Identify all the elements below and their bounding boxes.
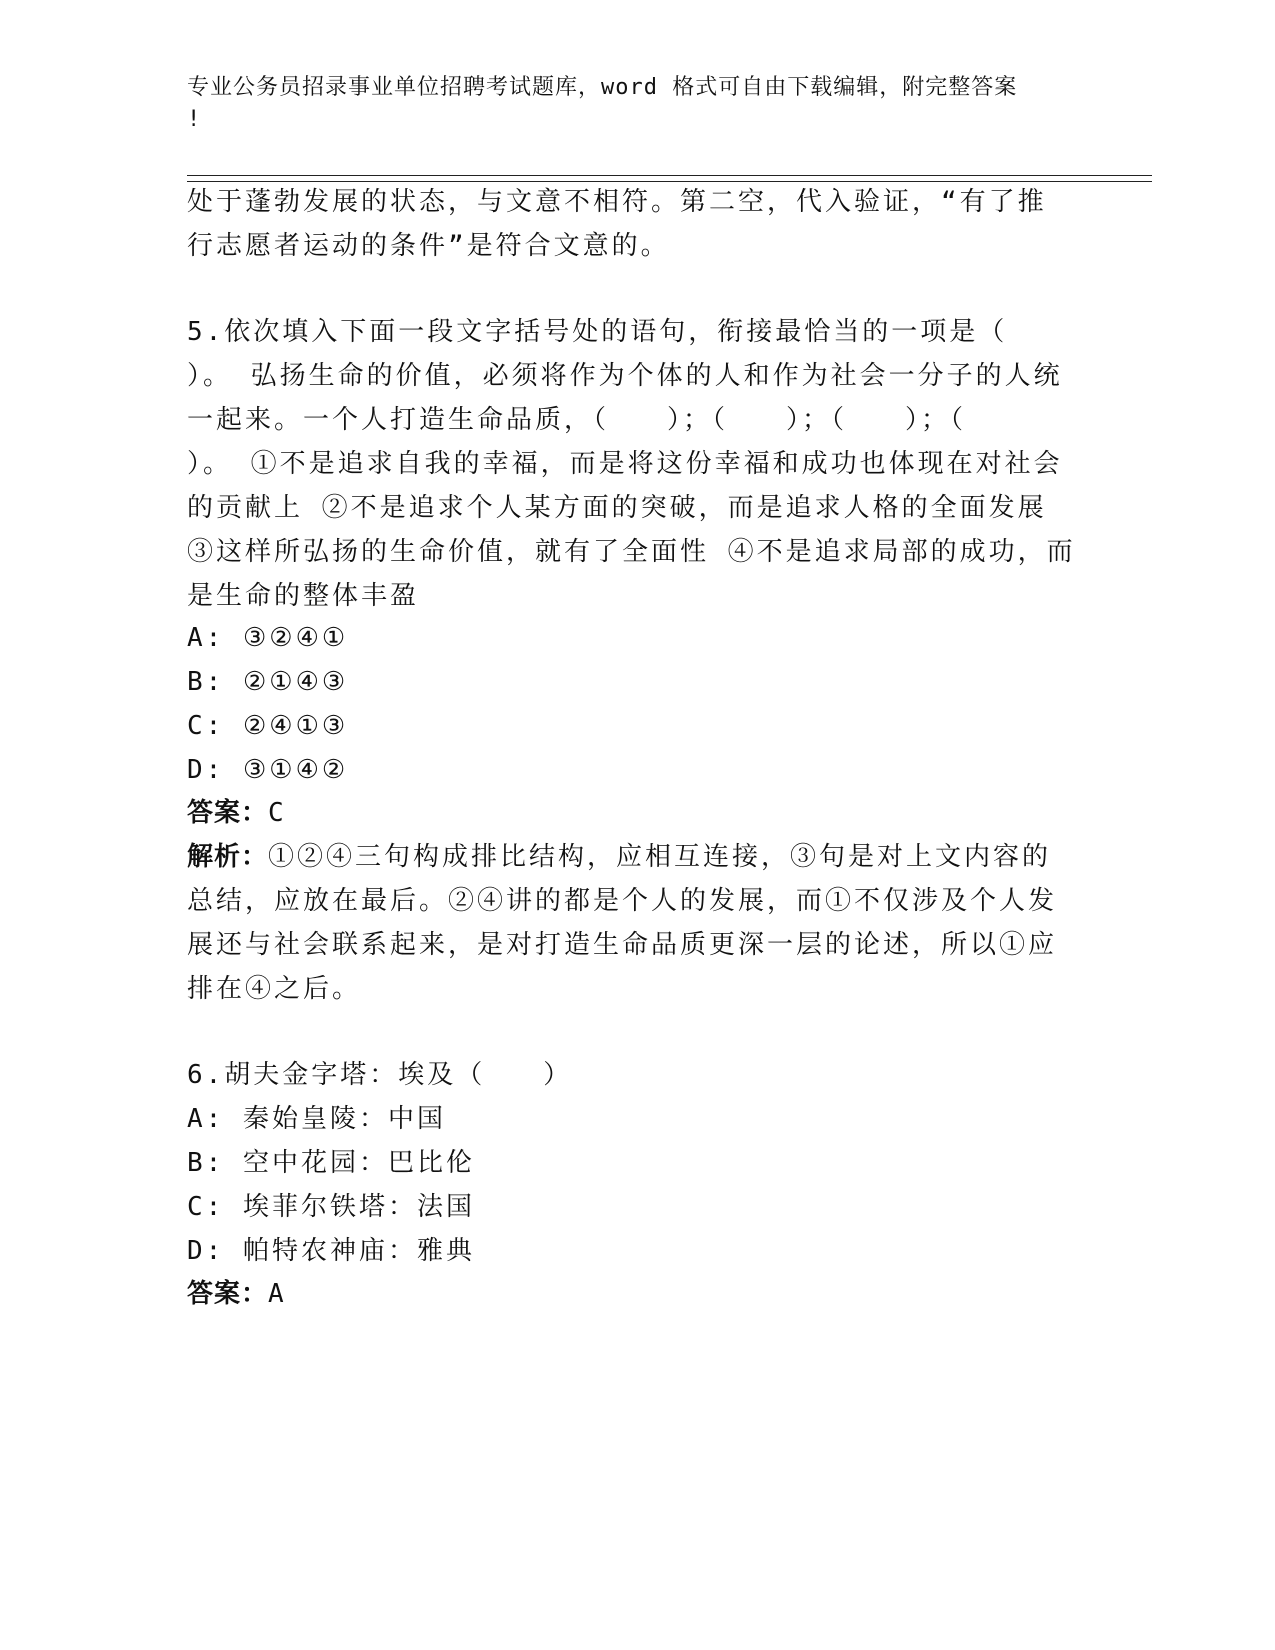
q5-analysis-line: 总结，应放在最后。②④讲的都是个人的发展，而①不仅涉及个人发 bbox=[187, 886, 1058, 916]
q5-analysis-line bbox=[187, 841, 1051, 873]
header-line-1: 专业公务员招录事业单位招聘考试题库，word 格式可自由下载编辑，附完整答案 bbox=[187, 75, 1018, 100]
q5-analysis-text: ①②④三句构成排比结构，应相互连接，③句是对上文内容的 bbox=[268, 842, 1052, 872]
q5-option-d: D: ③①④② bbox=[187, 755, 349, 785]
q6-option-c: C: 埃菲尔铁塔：法国 bbox=[187, 1192, 475, 1222]
q6-option-b: B: 空中花园：巴比伦 bbox=[187, 1148, 475, 1178]
q5-text-line: ）。 弘扬生命的价值，必须将作为个体的人和作为社会一分子的人统 bbox=[187, 361, 1063, 391]
continuation-line: 处于蓬勃发展的状态，与文意不相符。第二空，代入验证，“有了推 bbox=[187, 187, 1047, 217]
q5-answer bbox=[187, 797, 287, 829]
q5-analysis-label: 解析： bbox=[187, 842, 269, 872]
q6-option-d: D: 帕特农神庙：雅典 bbox=[187, 1236, 475, 1266]
q5-text-line: ③这样所弘扬的生命价值，就有了全面性 ④不是追求局部的成功，而 bbox=[187, 537, 1076, 567]
page-header bbox=[187, 72, 1067, 136]
q5-analysis-line: 展还与社会联系起来，是对打造生命品质更深一层的论述，所以①应 bbox=[187, 930, 1058, 960]
header-rule-top bbox=[187, 175, 1152, 176]
q5-answer-value: C bbox=[268, 798, 287, 828]
q5-analysis-line: 排在④之后。 bbox=[187, 974, 362, 1004]
q6-answer-value: A bbox=[268, 1279, 287, 1309]
q5-option-b: B: ②①④③ bbox=[187, 667, 349, 697]
q6-question: 6.胡夫金字塔：埃及（ ） bbox=[187, 1060, 573, 1090]
q6-option-a: A: 秦始皇陵：中国 bbox=[187, 1104, 446, 1134]
q5-text-line: ）。 ①不是追求自我的幸福，而是将这份幸福和成功也体现在对社会 bbox=[187, 449, 1063, 479]
q5-text-line: 一起来。一个人打造生命品质，（ ）；（ ）；（ ）；（ bbox=[187, 405, 967, 435]
q6-answer-label: 答案： bbox=[187, 1279, 269, 1309]
continuation-line: 行志愿者运动的条件”是符合文意的。 bbox=[187, 231, 670, 261]
q5-option-c: C: ②④①③ bbox=[187, 711, 349, 741]
q5-text-line: 5.依次填入下面一段文字括号处的语句，衔接最恰当的一项是（ bbox=[187, 317, 1008, 347]
q5-text-line: 是生命的整体丰盈 bbox=[187, 581, 420, 611]
q6-answer bbox=[187, 1278, 287, 1310]
header-line-2: ! bbox=[187, 107, 202, 132]
header-rule-bottom bbox=[187, 181, 1152, 182]
q5-text-line: 的贡献上 ②不是追求个人某方面的突破，而是追求人格的全面发展 bbox=[187, 493, 1047, 523]
q5-answer-label: 答案： bbox=[187, 798, 269, 828]
q5-option-a: A: ③②④① bbox=[187, 623, 349, 653]
